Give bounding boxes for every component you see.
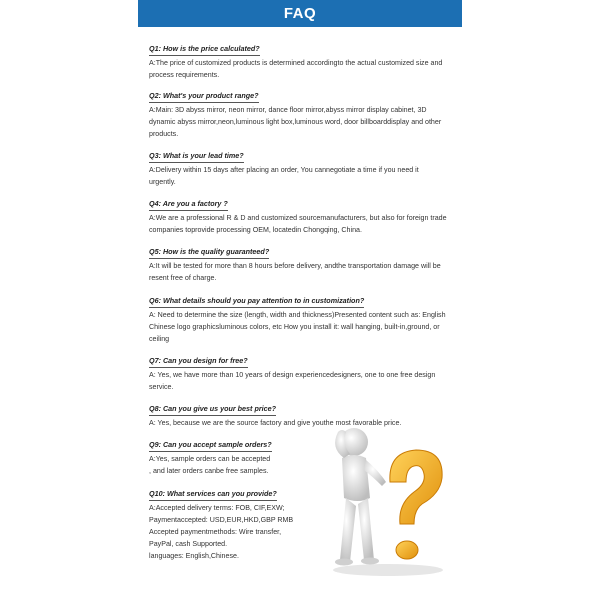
- question-3: Q3: What is your lead time?: [149, 151, 244, 163]
- question-4: Q4: Are you a factory ?: [149, 199, 228, 211]
- answer-7: A: Yes, we have more than 10 years of design experiencedesigners, one to one free design service.: [149, 371, 436, 391]
- answer-8: A: Yes, because we are the source factory and give youthe most favorable price.: [149, 419, 402, 427]
- answer-2: A:Main: 3D abyss mirror, neon mirror, dance floor mirror,abyss mirror display cabinet, 3D dynamic abyss mirror,neon,luminous light box,luminous word, door billboarddisplay and other products.: [149, 106, 442, 138]
- question-8: Q8: Can you give us your best price?: [149, 404, 276, 416]
- faq-item-10: [149, 483, 319, 562]
- faq-item-9: [149, 434, 319, 477]
- question-5: Q5: How is the quality guaranteed?: [149, 247, 269, 259]
- faq-banner: [138, 0, 462, 27]
- question-7: Q7: Can you design for free?: [149, 356, 248, 368]
- answer-5: A:It will be tested for more than 8 hours before delivery, andthe transportation damage will be resent free of charge.: [149, 262, 441, 282]
- thinking-person-with-question-mark-illustration: [318, 420, 453, 580]
- faq-item-3: [149, 145, 457, 188]
- faq-item-5: [149, 241, 457, 284]
- question-9: Q9: Can you accept sample orders?: [149, 440, 272, 452]
- faq-item-4: [149, 193, 457, 236]
- answer-6: A: Need to determine the size (length, width and thickness)Presented content such as: English Chinese logo graphicsluminous colors, etc How you install it: wall hanging, built-in,ground, or ceiling: [149, 311, 446, 343]
- faq-item-2: [149, 85, 457, 140]
- question-10: Q10: What services can you provide?: [149, 489, 277, 501]
- person-figure: [335, 428, 386, 566]
- answer-4: A:We are a professional R & D and customized sourcemanufacturers, but also for foreign trade companies toprovide processing OEM, locatedin Chongqing, China.: [149, 214, 447, 234]
- answer-1: A:The price of customized products is determined accordingto the actual customized size and process requirements.: [149, 59, 443, 79]
- faq-item-1: [149, 38, 457, 81]
- question-2: Q2: What's your product range?: [149, 91, 259, 103]
- faq-item-7: [149, 350, 457, 393]
- answer-10: A:Accepted delivery terms: FOB, CIF,EXW; Paymentaccepted: USD,EUR,HKD,GBP RMB Accepted paymentmethods: Wire transfer, PayPal, cash Supported. languages: English,Chinese.: [149, 504, 294, 560]
- question-mark-icon: [390, 450, 442, 559]
- faq-item-6: [149, 290, 457, 345]
- answer-9: A:Yes, sample orders can be accepted , and later orders canbe free samples.: [149, 455, 271, 475]
- question-6: Q6: What details should you pay attention to in customization?: [149, 296, 364, 308]
- faq-title: FAQ: [283, 5, 317, 22]
- answer-3: A:Delivery within 15 days after placing an order, You cannegotiate a time if you need it urgently.: [149, 166, 419, 186]
- question-1: Q1: How is the price calculated?: [149, 44, 260, 56]
